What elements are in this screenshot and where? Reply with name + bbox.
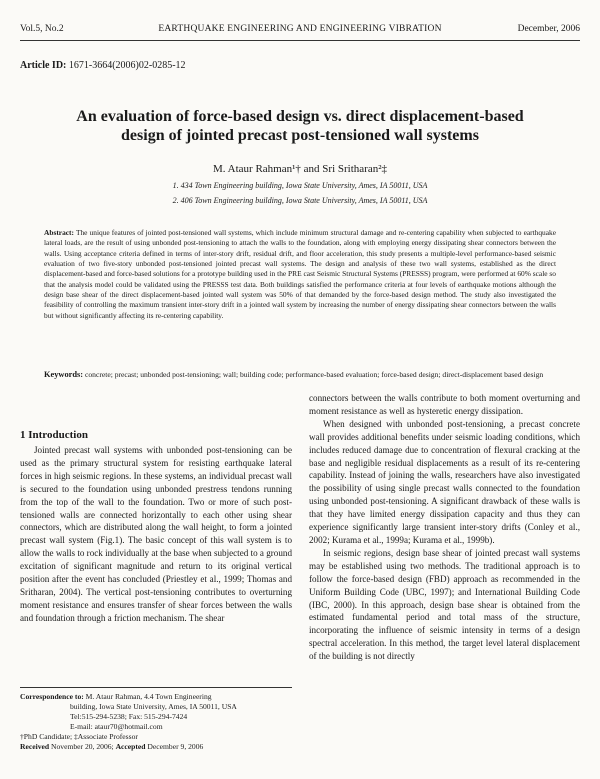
accepted-label: Accepted [115,742,146,751]
continued-paragraph: connectors between the walls contribute to both moment overturning and moment resistance as well as hysteretic energy dissipation. [309,393,580,416]
correspondence-address: building, Iowa State University, Ames, IA 50011, USA [70,702,237,711]
keywords-label: Keywords: [44,370,84,379]
title-line-1: An evaluation of force-based design vs. direct displacement-based [76,108,524,125]
article-id [20,60,186,71]
title-line-2: design of jointed precast post-tensioned wall systems [121,127,479,144]
left-column [20,444,292,625]
article-id-label: Article ID: [20,60,67,71]
issue-date: December, 2006 [517,24,580,34]
volume-issue: Vol.5, No.2 [20,24,64,34]
correspondence-name: M. Ataur Rahman, 4.4 Town Engineering [85,692,212,701]
author-positions: †PhD Candidate; ‡Associate Professor [20,732,138,741]
affiliation-1: 1. 434 Town Engineering building, Iowa State University, Ames, IA 50011, USA [172,181,428,190]
header-rule [20,40,580,41]
abstract-text: The unique features of jointed post-tensioned wall systems, which include minimum structural damage and re-centering capability when subjected to earthquake lateral loads, are the result of using unbonded post-tensioning to attach the walls to the foundation, along with employing energy dissipating shear connectors between the walls. Using acceptance criteria defined in terms of inter-story drift, residual drift, and floor acceleration, this study presents a multiple-level performance-based seismic evaluation of two five-story unbonded post-tensioned jointed precast wall systems. The design and analysis of these two wall systems, established as the direct displacement-based and force-based solutions for a prototype building used in the PRE cast Seismic Structural Systems (PRESSS) program, were performed at 60% scale so that the analysis model could be validated using the PRESSS test data. Both buildings satisfied the performance criteria at four levels of earthquake motions although the design base shear of the direct displacement-based jointed wall system was 50% of that demanded by the force-based design method. The study also investigated the feasibility of controlling the maximum transient inter-story drift in a jointed wall system by increasing the number of energy dissipating shear connectors between the walls but without significantly affecting its re-centering capability. [44,228,556,320]
affiliation-2: 2. 406 Town Engineering building, Iowa State University, Ames, IA 50011, USA [172,196,428,205]
received-line [20,742,292,752]
section-heading: 1 Introduction [20,429,88,441]
intro-paragraph-3: In seismic regions, design base shear of jointed precast wall systems may be established using two methods. The traditional approach is to follow the force-based design (FBD) approach as recommended in the Uniform Building Code (UBC, 1997); and International Building Code (IBC, 2000). In this approach, design base shear is obtained from the estimated fundamental period and total mass of the structure, incorporating the influence of seismic intensity in terms of a design spectral acceleration. In this method, the target level lateral displacement of the building is not directly [309,547,580,662]
running-header [20,24,580,38]
received-label: Received [20,742,50,751]
correspondence-phone: Tel:515-294-5238; Fax: 515-294-7424 [70,712,188,721]
keywords-text: concrete; precast; unbonded post-tensioning; wall; building code; performance-based evaluation; force-based design; direct-displacement based design [84,370,544,379]
journal-name: EARTHQUAKE ENGINEERING AND ENGINEERING VIBRATION [158,24,442,34]
abstract-label: Abstract: [44,228,74,237]
received-date: November 20, 2006; [51,742,114,751]
correspondence-email: E-mail: ataur70@hotmail.com [70,722,163,731]
footnote [20,692,292,752]
abstract [44,228,556,321]
correspondence-label: Correspondence to: [20,692,84,701]
right-column [309,392,580,663]
authors: M. Ataur Rahman¹† and Sri Sritharan²‡ [212,163,387,175]
intro-paragraph-1: Jointed precast wall systems with unbonded post-tensioning can be used as the primary structural system for resisting earthquake lateral forces in high seismic regions. In these systems, an individual precast wall is secured to the foundation using unbonded prestress tendons running from the top of the wall to the foundation. Two or more of such post-tensioned walls are connected horizontally to each other using shear connectors, which are distributed along the wall height, to form a jointed precast wall system (Fig.1). The basic concept of this wall system is to allow the walls to rock individually at the base when subjected to a ground excitation of significant magnitude and return to its original vertical position after the event has concluded (Priestley et al., 1999; Thomas and Sritharan, 2004). The vertical post-tensioning contributes to overturning moment resistance and ensures transfer of shear forces between the walls and foundation through a friction mechanism. The shear [20,445,292,623]
accepted-date: December 9, 2006 [147,742,204,751]
intro-paragraph-2: When designed with unbonded post-tensioning, a precast concrete wall provides additional benefits under seismic loading conditions, which includes reduced damage due to concentration of flexural cracking at the base and negligible residual displacements as a result of its re-centering capability. Instead of joining the walls, researchers have also investigated the possibility of using single precast walls connected to the foundation using unbonded post-tensioning. A significant drawback of these walls is that they have limited energy dissipation capacity and thus they can experience significantly large transient inter-story drifts (Conley et al., 2002; Kurama et al., 1999a; Kurama et al., 1999b). [309,418,580,545]
keywords [44,369,556,380]
footnote-rule [20,687,292,688]
article-id-value: 1671-3664(2006)02-0285-12 [68,60,186,71]
paper-title [20,107,580,145]
